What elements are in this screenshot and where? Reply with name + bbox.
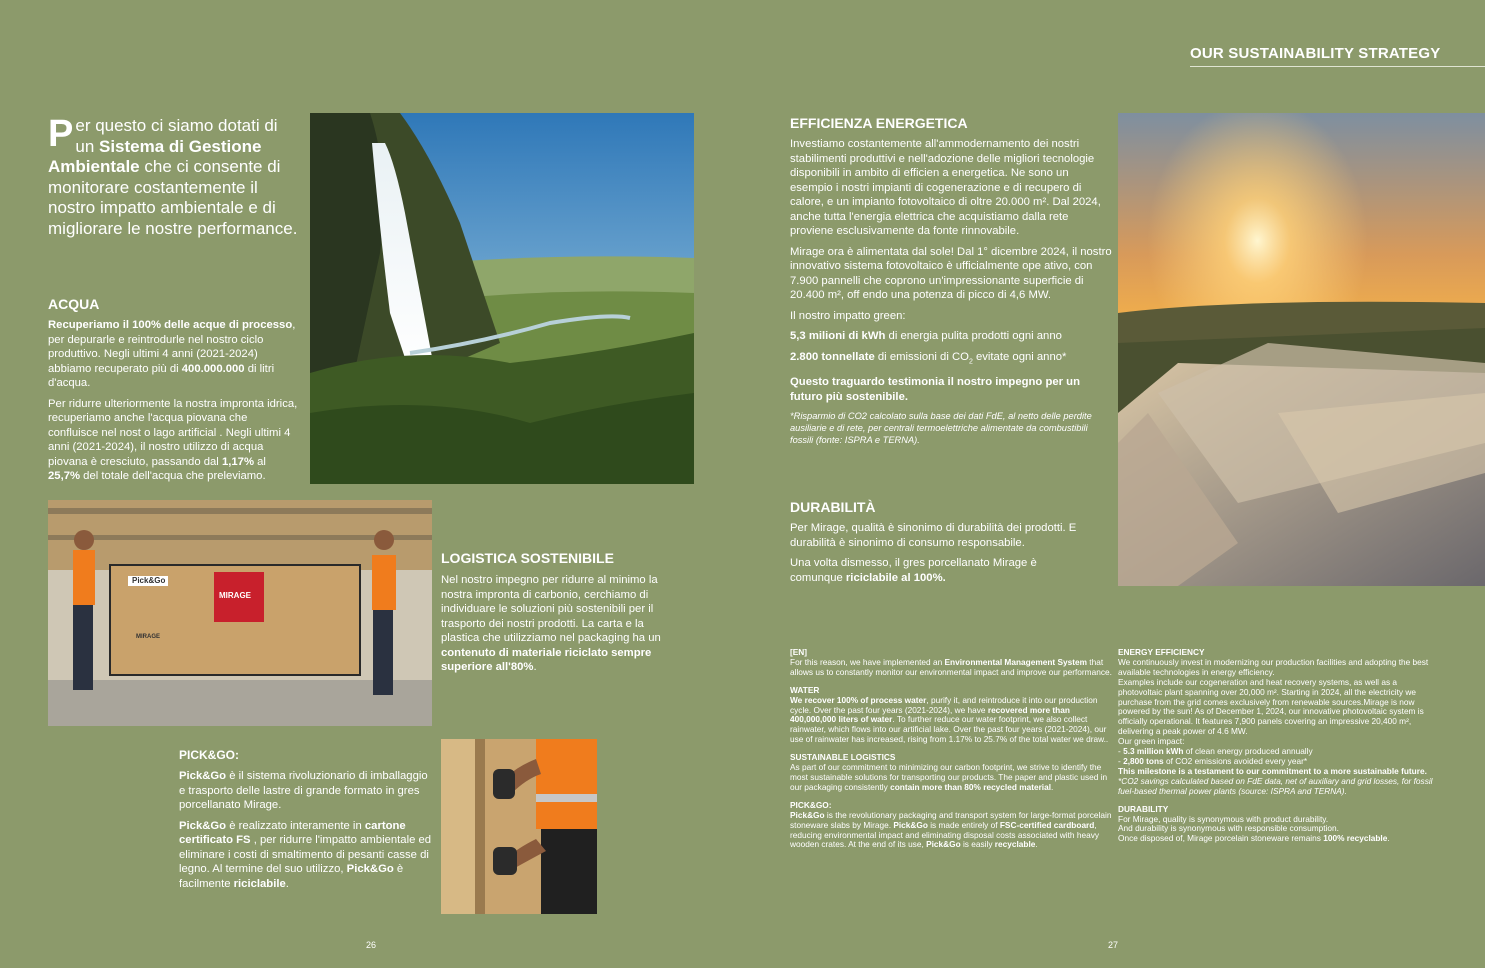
acqua-text-2: di litri d'acqua.: [48, 362, 275, 389]
en-pickgo-bold-1: Pick&Go: [790, 809, 825, 820]
logistica-heading: LOGISTICA SOSTENIBILE: [441, 550, 614, 566]
en-water: [790, 686, 1112, 745]
efficienza-bold-statement: Questo traguardo testimonia il nostro impegno per un futuro più sostenibile.: [790, 376, 1080, 403]
en-pickgo-bold-2: Pick&Go: [893, 819, 928, 830]
logistica-text-1: Nel nostro impegno per ridurre al minimo la nostra impronta di carbonio, cerchiamo di individuare le soluzioni più sostenibili per il trasporto dei nostri prodotti. La carta e la plastica che utilizziamo nel packaging ha un: [441, 574, 661, 644]
acqua-bold-2: 400.000.000: [181, 362, 245, 375]
intro-bold: Sistema di Gestione Ambientale: [48, 136, 262, 176]
warehouse-photo: [48, 500, 432, 726]
pickgo-text-5: .: [285, 877, 289, 890]
en-energy-title: ENERGY EFFICIENCY: [1118, 647, 1205, 657]
en-energy-item-2-text: of CO2 emissions avoided every year*: [1163, 755, 1308, 766]
acqua-text-1: , per depurarle e reintrodurle nel nostro ciclo produttivo. Negli ultimi 4 anni (2021-2024) abbiamo recuperato più di: [48, 319, 296, 375]
header-divider: [1190, 66, 1485, 67]
en-durability-p2: And durability is synonymous with responsible consumption.: [1118, 823, 1339, 834]
durabilita-body: [790, 521, 1090, 591]
en-water-text-1: , purify it, and reintroduce it into our production cycle. Over the past four years (2021-2024), we have: [790, 694, 1098, 715]
en-pickgo-bold-5: recyclable: [994, 839, 1036, 850]
en-energy-note: *CO2 savings calculated based on FdE data, net of auxiliary and grid losses, for fossil fuel-based thermal power plants (source: ISPRA and TERNA).: [1118, 775, 1433, 796]
acqua-paragraph-2: [48, 397, 300, 484]
en-water-title: WATER: [790, 684, 820, 695]
efficienza-stat-2: [790, 350, 1112, 370]
pickgo-bold-3: cartone certificato FS: [179, 819, 406, 846]
box-label-small: MIRAGE: [136, 634, 160, 640]
efficienza-paragraph-6: [790, 375, 1112, 404]
worker-photo: [441, 739, 597, 914]
efficienza-stat-1: [790, 329, 1112, 344]
en-durability: [1118, 805, 1440, 845]
efficienza-paragraph-1: Investiamo costantemente all'ammodernamento dei nostri stabilimenti produttivi e nell'adozione delle migliori tecnologie disponibili in ambito di efficien a energetica. Ne sono un esempio i nostri impianti di cogenerazione e di recupero di calore, e un impianto fotovoltaico di oltre 20.000 m². Dal 2024, anche tutta l'energia elettrica che acquistiamo dalla rete proviene esclusivamente da fonte rinnovabile.: [790, 138, 1101, 237]
pickgo-bold-5: riciclabile: [233, 877, 286, 890]
pickgo-text-2: è realizzato interamente in: [226, 819, 365, 832]
en-pickgo-text-5: .: [1035, 839, 1038, 850]
en-energy-item-1-text: of clean energy produced annually: [1183, 746, 1313, 757]
intro-paragraph: [48, 113, 298, 239]
intro-text-1: er questo ci siamo dotati di un: [75, 116, 278, 156]
en-water-bold-2: recovered more than 400,000,000 liters of water: [790, 704, 1070, 725]
acqua-bold-3: 1,17%: [221, 455, 255, 468]
en-pickgo-text-2: is made entirely of: [927, 819, 1000, 830]
efficienza-stat-2-text: di emissioni di CO: [874, 350, 969, 363]
en-durability-p1: For Mirage, quality is synonymous with product durability.: [1118, 813, 1329, 824]
en-logistics-bold: contain more than 80% recycled material: [890, 781, 1052, 792]
en-intro-text-1: For this reason, we have implemented an: [790, 656, 945, 667]
en-energy-p2: Examples include our cogeneration and heat recovery systems, as well as a photovoltaic plant spanning over 20,000 m². Starting in 2024, all the electricity we purchase from the grid comes exclusively from renewable sources.Mirage is now powered by the sun! As of December 1, 2024, our innovative photovoltaic system is officially operational. It features 7,900 panels covering an impressive 20,400 m², delivering a peak power of 4.6 MW.: [1118, 676, 1424, 737]
en-intro-bold: Environmental Management System: [944, 656, 1087, 667]
page-number-right: 27: [1108, 940, 1119, 950]
en-energy-item-2-bold: 2,800 tons: [1123, 755, 1164, 766]
logistica-paragraph: [441, 573, 681, 675]
pickgo-bold-2: Pick&Go: [179, 819, 227, 832]
en-tag: [EN]: [790, 647, 808, 657]
en-pickgo-text-3: , reducing environmental impact and eliminating disposal costs associated with heavy wooden crates. At the end of its use,: [790, 819, 1099, 850]
en-durability-bold: 100% recyclable: [1323, 833, 1388, 844]
en-energy: [1118, 648, 1440, 797]
en-energy-p3: Our green impact:: [1118, 736, 1185, 747]
pickgo-bold-1: Pick&Go: [179, 770, 227, 782]
co2-subscript: 2: [968, 357, 973, 365]
en-water-text-2: . To further reduce our water footprint, we also collect rainwater, which flows into our artificial lake. Over the past four years (2021-2024), our use of rainwater has increased, rising from 1.17% to 25.7% of the total water we draw..: [790, 714, 1109, 745]
en-durability-p3: [1118, 834, 1440, 844]
en-durability-text: Once disposed of, Mirage porcelain stoneware remains: [1118, 833, 1324, 844]
acqua-heading: ACQUA: [48, 296, 100, 312]
efficienza-stat-2-text-2: evitate ogni anno*: [972, 350, 1067, 363]
efficienza-body: [790, 137, 1112, 452]
efficienza-heading: EFFICIENZA ENERGETICA: [790, 115, 968, 131]
efficienza-stat-2-bold: 2.800 tonnellate: [790, 350, 875, 363]
acqua-text-4: al: [254, 455, 266, 468]
durabilita-bold: riciclabile al 100%.: [845, 571, 946, 584]
en-logistics: [790, 753, 1112, 793]
english-column-right: [1118, 648, 1440, 852]
logistica-text-2: .: [533, 661, 537, 673]
pickgo-text-1: è il sistema rivoluzionario di imballaggio e trasporto delle lastre di grande formato in gres porcellanato Mirage.: [179, 770, 428, 811]
box-label-pickgo: Pick&Go: [132, 576, 166, 585]
acqua-text-5: del totale dell'acqua che preleviamo.: [80, 470, 266, 482]
efficienza-note: *Risparmio di CO2 calcolato sulla base dei dati FdE, al netto delle perdite ausiliarie e di rete, per centrali termoelettriche alimentate da combustibili fossili (fonte: ISPRA e TERNA).: [790, 411, 1092, 446]
en-logistics-title: SUSTAINABLE LOGISTICS: [790, 752, 896, 763]
solar-panels-photo: [1118, 113, 1485, 586]
en-energy-bold: This milestone is a testament to our commitment to a more sustainable future.: [1118, 765, 1427, 776]
en-intro-text-2: that allows us to constantly monitor our environmental impact and improve our performance.: [790, 656, 1112, 677]
page-number-left: 26: [366, 940, 377, 950]
efficienza-paragraph-3: Il nostro impatto green:: [790, 309, 906, 322]
durabilita-heading: DURABILITÀ: [790, 499, 876, 515]
pickgo-text-4: è facilmente: [179, 863, 404, 890]
en-logistics-text-1: As part of our commitment to minimizing our carbon footprint, we strive to identify the most sustainable solutions for transporting our products. The paper and plastic used in our packaging consistently: [790, 762, 1108, 792]
en-energy-item-2-dash: -: [1118, 755, 1124, 766]
en-energy-item-1-bold: 5.3 million kWh: [1123, 746, 1184, 757]
pickgo-paragraph-2: [179, 819, 435, 892]
en-durability-text-2: .: [1387, 833, 1390, 844]
logistica-body: [441, 573, 681, 681]
acqua-body: [48, 318, 300, 490]
pickgo-heading: PICK&GO:: [179, 748, 239, 762]
en-intro: [790, 648, 1112, 678]
pickgo-body: [179, 769, 435, 897]
english-column-left: [790, 648, 1112, 858]
efficienza-stat-1-text: di energia pulita prodotti ogni anno: [885, 330, 1062, 342]
durabilita-paragraph-2: [790, 556, 1090, 585]
en-pickgo-title: PICK&GO:: [790, 799, 832, 810]
box-label-brand: MIRAGE: [219, 591, 251, 600]
en-durability-title: DURABILITY: [1118, 803, 1169, 814]
en-pickgo-bold-3: FSC-certified cardboard: [999, 819, 1095, 830]
pickgo-text-3: , per ridurre l'impatto ambientale ed eliminare i costi di smaltimento di pesanti casse di legno. Al termine del suo utilizzo,: [179, 834, 432, 875]
durabilita-text: Una volta dismesso, il gres porcellanato Mirage è comunque: [790, 557, 1037, 584]
en-pickgo-text-1: is the revolutionary packaging and transport system for large-format porcelain stoneware slabs by Mirage.: [790, 809, 1112, 830]
en-energy-p1: We continuously invest in modernizing our production facilities and adopting the best available technologies in energy efficiency.: [1118, 656, 1429, 677]
en-pickgo-bold-4: Pick&Go: [926, 839, 961, 850]
section-title: OUR SUSTAINABILITY STRATEGY: [1190, 45, 1441, 62]
pickgo-bold-4: Pick&Go: [346, 863, 394, 875]
efficienza-stat-1-bold: 5,3 milioni di kWh: [790, 330, 886, 342]
logistica-bold: contenuto di materiale riciclato sempre superiore all'80%: [441, 646, 652, 673]
acqua-bold-1: Recuperiamo il 100% delle acque di processo: [48, 319, 293, 331]
pickgo-paragraph-1: [179, 769, 435, 813]
durabilita-paragraph-1: Per Mirage, qualità è sinonimo di durabilità dei prodotti. E durabilità è sinonimo di consumo responsabile.: [790, 522, 1077, 549]
en-logistics-text-2: .: [1051, 781, 1054, 792]
en-energy-item-1-dash: -: [1118, 746, 1124, 757]
intro-text-2: che ci consente di monitorare costantemente il nostro impatto ambientale e di migliorare le nostre performance.: [48, 157, 298, 238]
acqua-bold-4: 25,7%: [48, 470, 81, 482]
drop-cap: P: [48, 113, 74, 155]
waterfall-photo: [310, 113, 694, 484]
acqua-text-3: Per ridurre ulteriormente la nostra impronta idrica, recuperiamo anche l'acqua piovana che confluisce nel nost o lago artificial . Negli ultimi 4 anni (2021-2024), il nostro utilizzo di acqua piovana è cresciuto, passando dal: [48, 397, 298, 468]
en-pickgo-text-4: is easily: [960, 839, 995, 850]
efficienza-paragraph-2: Mirage ora è alimentata dal sole! Dal 1° dicembre 2024, il nostro innovativo sistema fotovoltaico è ufficialmente ope ativo, con 7.900 pannelli che coprono un'impressionante superficie di 20.400 m², off endo una potenza di picco di 4,6 MW.: [790, 245, 1112, 301]
en-pickgo: [790, 801, 1112, 851]
en-water-bold-1: We recover 100% of process water: [790, 694, 927, 705]
acqua-paragraph-1: [48, 318, 300, 391]
